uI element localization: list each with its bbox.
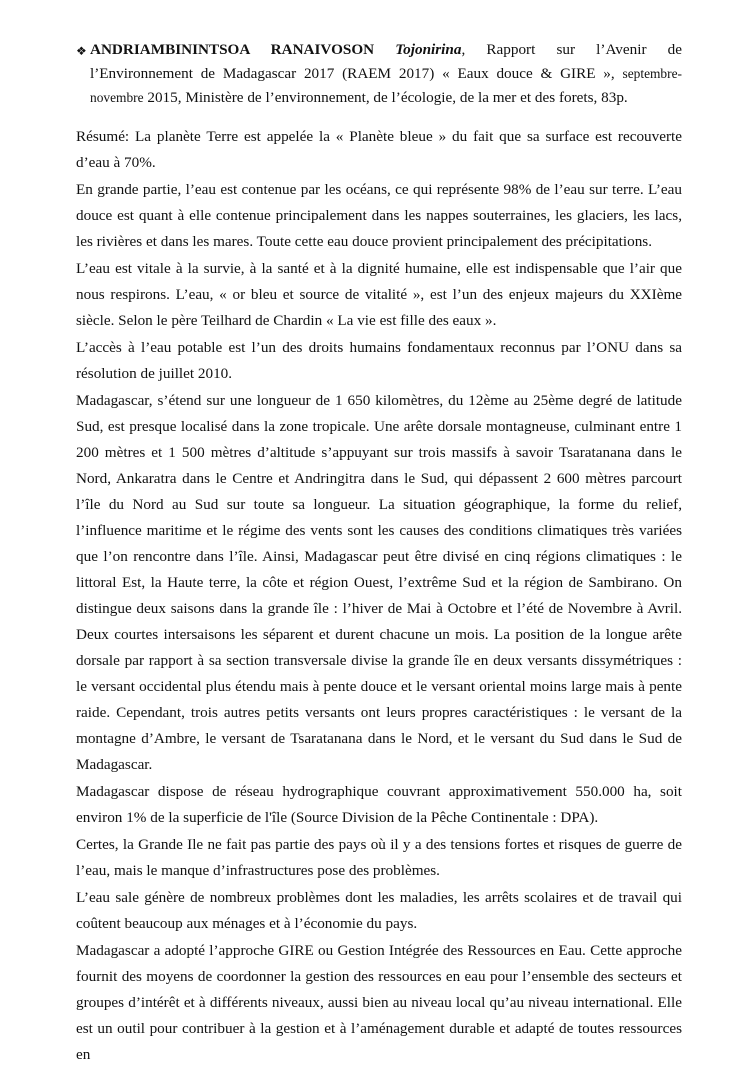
paragraph-summary: Résumé: La planète Terre est appelée la « Planète bleue » du fait que sa surface est recouverte d’eau à 70%.: [76, 128, 682, 171]
paragraph-oceans: En grande partie, l’eau est contenue par les océans, ce qui représente 98% de l’eau sur terre. L’eau douce est quant à elle contenue principalement dans les nappes souterraines, les glaciers, les lacs, les rivières et dans les mares. Toute cette eau douce provient principalement des précipitations.: [76, 181, 682, 250]
document-body: [76, 124, 682, 1068]
bibliographic-reference: [76, 38, 682, 110]
paragraph-dirty-water: L’eau sale génère de nombreux problèmes dont les maladies, les arrêts scolaires et de travail qui coûtent beaucoup aux ménages et à l’économie du pays.: [76, 889, 682, 932]
paragraph-onu-rights: L’accès à l’eau potable est l’un des droits humains fondamentaux reconnus par l’ONU dans sa résolution de juillet 2010.: [76, 339, 682, 382]
paragraph-vital-water: L’eau est vitale à la survie, à la santé et à la dignité humaine, elle est indispensable que l’air que nous respirons. L’eau, « or bleu et source de vitalité », est l’un des enjeux majeurs du XXIème siècle. Selon le père Teilhard de Chardin « La vie est fille des eaux ».: [76, 260, 682, 329]
paragraph-infrastructure: Certes, la Grande Ile ne fait pas partie des pays où il y a des tensions fortes et risques de guerre de l’eau, mais le manque d’infrastructures pose des problèmes.: [76, 836, 682, 879]
paragraph-hydrography: Madagascar dispose de réseau hydrographique couvrant approximativement 550.000 ha, soit environ 1% de la superficie de l'île (Source Division de la Pêche Continentale : DPA).: [76, 783, 682, 826]
reference-publisher: 2015, Ministère de l’environnement, de l’écologie, de la mer et des forets, 83p.: [143, 89, 628, 106]
reference-author-first-name: Tojonirina: [395, 41, 462, 58]
reference-author-last-name: ANDRIAMBININTSOA RANAIVOSON: [90, 41, 375, 58]
reference-title: , Rapport sur l’Avenir de l’Environnement de Madagascar 2017 (RAEM 2017) « Eaux douce & GIRE »,: [90, 41, 682, 82]
paragraph-gire: Madagascar a adopté l’approche GIRE ou Gestion Intégrée des Ressources en Eau. Cette approche fournit des moyens de coordonner la gestion des ressources en eau pour l’ensemble des secteurs et groupes d’intérêt et à différents niveaux, aussi bien au niveau local qu’au niveau international. Elle est un outil pour contribuer à la gestion et à l’aménagement durable et adapté de toutes ressources en: [76, 942, 682, 1063]
paragraph-geography: Madagascar, s’étend sur une longueur de 1 650 kilomètres, du 12ème au 25ème degré de latitude Sud, est presque localisé dans la zone tropicale. Une arête dorsale montagneuse, culminant entre 1 200 mètres et 1 500 mètres d’altitude s’appuyant sur trois massifs à savoir Tsaratanana dans le Nord, Ankaratra dans le Centre et Andringitra dans le Sud, qui dépassent 2 600 mètres parcourt l’île du Nord au Sud sur toute sa longueur. La situation géographique, la forme du relief, l’influence maritime et le régime des vents sont les causes des conditions climatiques très variées que l’on rencontre dans l’île. Ainsi, Madagascar peut être divisé en cinq régions climatiques : le littoral Est, la Haute terre, la côte et région Ouest, l’extrême Sud et la région de Sambirano. On distingue deux saisons dans la grande île : l’hiver de Mai à Octobre et l’été de Novembre à Avril. Deux courtes intersaisons les séparent et durent chacune un mois. La position de la longue arête dorsale par rapport à sa section transversale divise la grande île en deux versants dissymétriques : le versant occidental plus étendu mais à pente douce et le versant oriental moins large mais à pente raide. Cependant, trois autres petits versants ont leurs propres caractéristiques : le versant de la montagne d’Ambre, le versant de Tsaratanana dans le Nord, et le versant du Sud dans le Sud de Madagascar.: [76, 392, 682, 773]
reference-date: septembre-novembre: [90, 66, 682, 105]
diamond-bullet-icon: ❖: [76, 44, 87, 58]
